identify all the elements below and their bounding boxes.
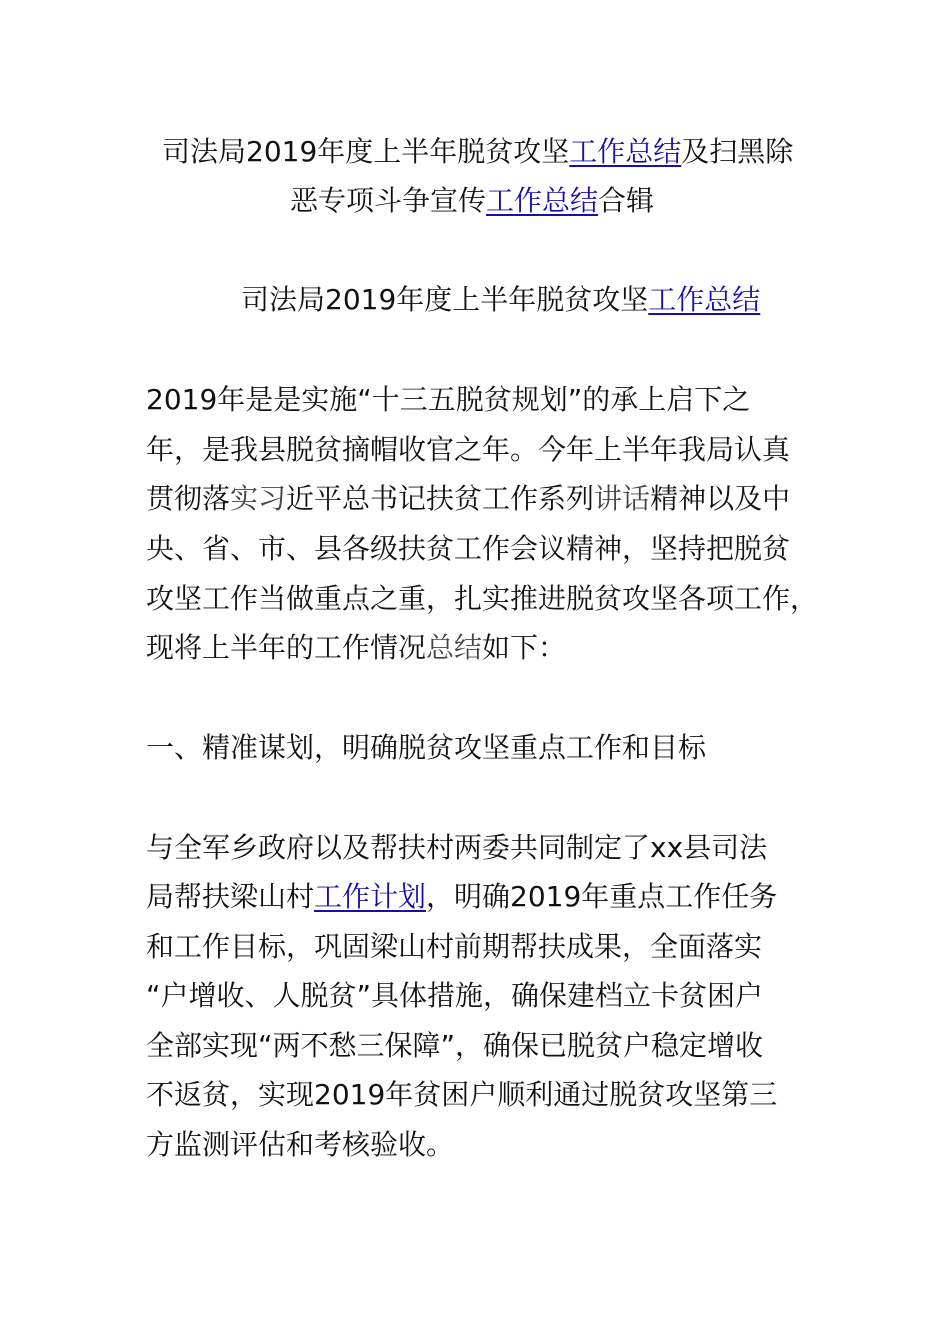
- main-title-text: 及扫黑除: [681, 135, 794, 168]
- section-line: 方监测评估和考核验收。: [146, 1128, 455, 1161]
- main-title-text: 合辑: [598, 184, 655, 217]
- intro-line: [146, 628, 566, 668]
- section-line: 和工作目标，巩固梁山村前期帮扶成果，全面落实: [146, 930, 763, 963]
- work-summary-link[interactable]: 工作总结: [486, 184, 599, 217]
- intro-text: 贯彻落: [146, 482, 231, 515]
- main-title-text: 司法局2019年度上半年脱贫攻坚: [162, 135, 570, 168]
- main-title-line-2: [290, 181, 654, 221]
- intro-line: 年，是我县脱贫摘帽收官之年。今年上半年我局认真: [146, 433, 791, 466]
- intro-line: 央、省、市、县各级扶贫工作会议精神，坚持把脱贫: [146, 532, 791, 565]
- main-title-line-1: [162, 132, 793, 172]
- intro-line: [146, 479, 790, 519]
- section-heading: 一、精准谋划，明确脱贫攻坚重点工作和目标: [146, 731, 707, 764]
- main-title-text: 恶专项斗争宣传: [290, 184, 487, 217]
- section-line: 不返贫，实现2019年贫困户顺利通过脱贫攻坚第三: [146, 1078, 778, 1111]
- intro-text: 现将上半年的工作情况: [146, 631, 427, 664]
- intro-keyword: 实习: [230, 482, 287, 515]
- work-plan-link[interactable]: 工作计划: [314, 880, 427, 913]
- intro-keyword: 讲话: [594, 482, 651, 515]
- work-summary-link[interactable]: 工作总结: [648, 283, 761, 316]
- intro-text: 如下：: [482, 631, 567, 664]
- section-text: 局帮扶梁山村: [146, 880, 315, 913]
- sub-title-text: 司法局2019年度上半年脱贫攻坚: [241, 283, 649, 316]
- intro-line: 2019年是是实施“十三五脱贫规划”的承上启下之: [146, 383, 751, 416]
- sub-title: [241, 280, 760, 320]
- section-line: “户增收、人脱贫”具体措施，确保建档立卡贫困户: [146, 979, 764, 1012]
- section-line: [146, 877, 777, 917]
- intro-text: 精神以及中: [650, 482, 791, 515]
- section-text: ，明确2019年重点工作任务: [426, 880, 778, 913]
- work-summary-link[interactable]: 工作总结: [569, 135, 682, 168]
- intro-keyword: 总结: [426, 631, 483, 664]
- intro-text: 近平总书记扶贫工作系列: [286, 482, 595, 515]
- section-line: 全部实现“两不愁三保障”，确保已脱贫户稳定增收: [146, 1029, 764, 1062]
- section-line: 与全军乡政府以及帮扶村两委共同制定了xx县司法: [146, 831, 768, 864]
- intro-line: 攻坚工作当做重点之重，扎实推进脱贫攻坚各项工作，: [146, 582, 819, 615]
